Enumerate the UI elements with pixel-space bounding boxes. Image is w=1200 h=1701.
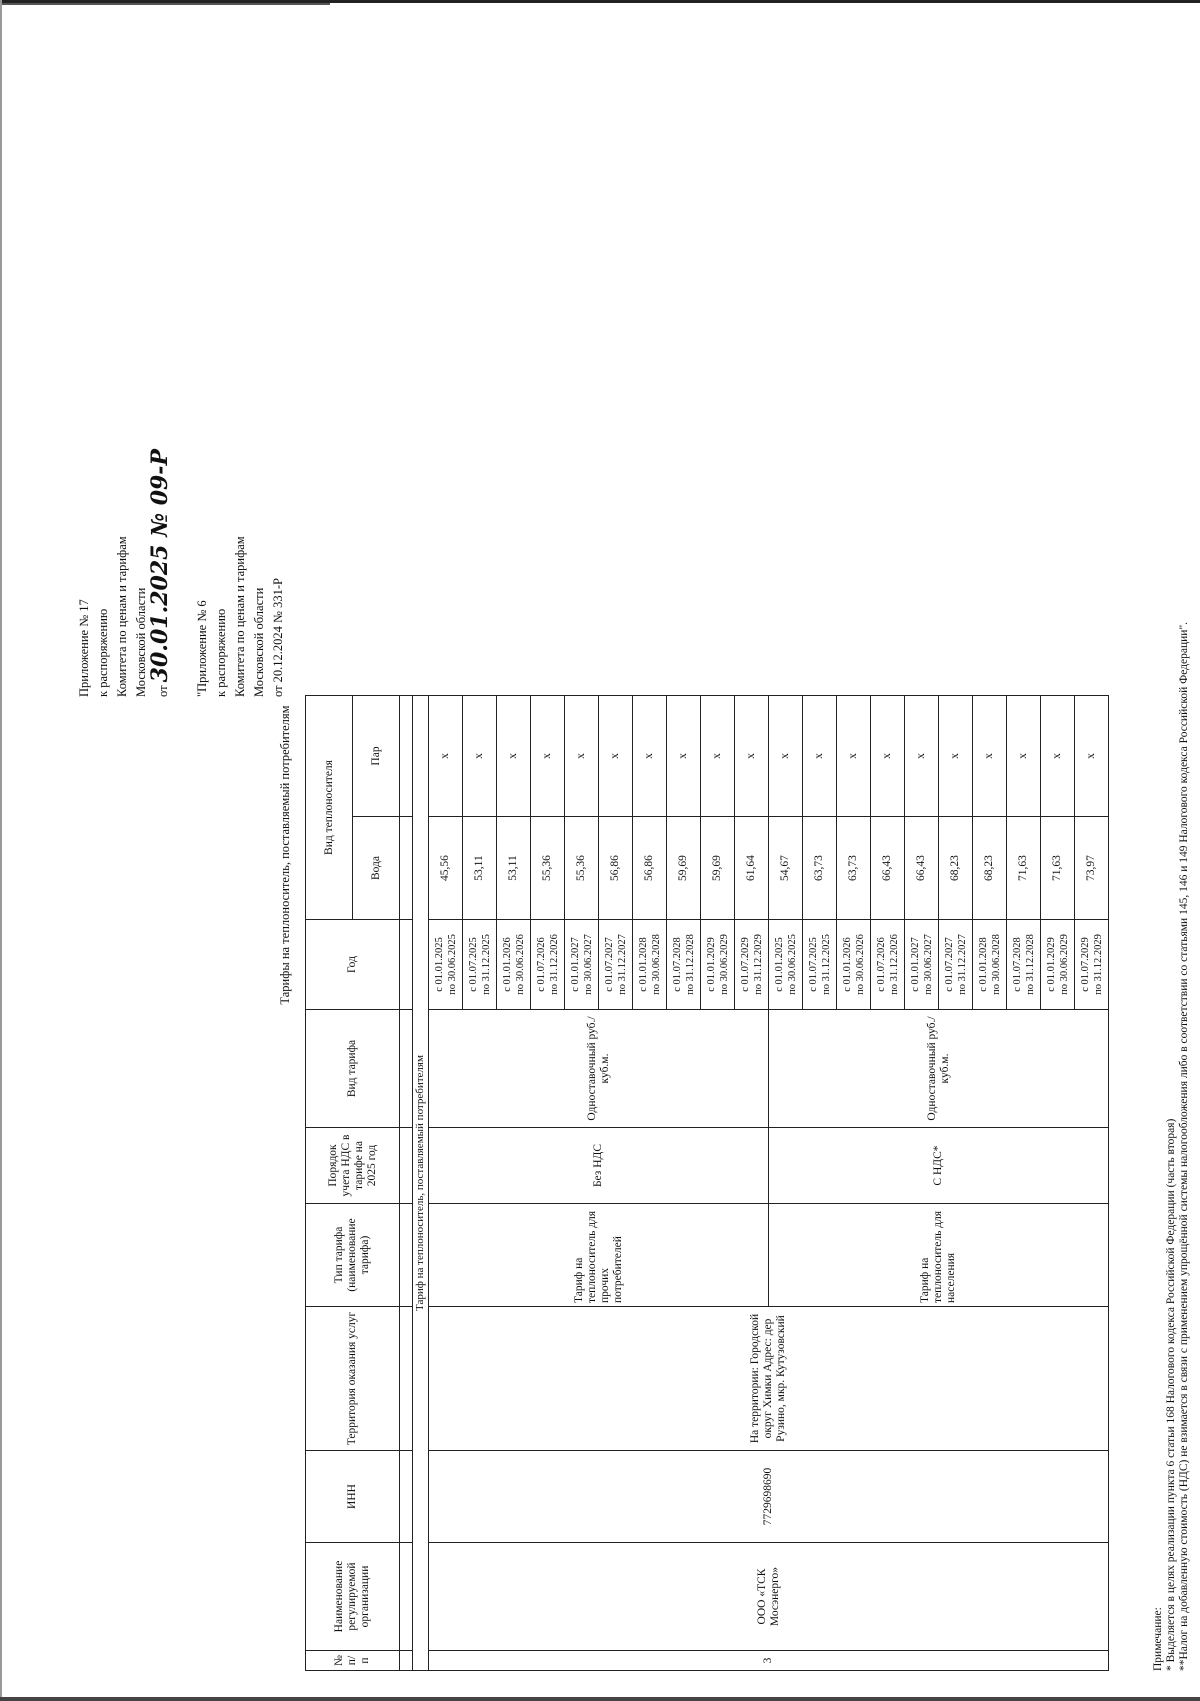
period-to: по 31.12.2029 — [1092, 934, 1104, 995]
quoted-to-order: к распоряжению — [214, 608, 228, 697]
scan-edge-top-mark — [0, 3, 330, 5]
period-cell — [735, 920, 769, 1010]
col-header-vat-order: Порядок учета НДС в тарифе на 2025 год — [306, 1128, 400, 1204]
period-to: по 31.12.2025 — [820, 934, 832, 995]
period-to: по 30.06.2025 — [446, 934, 458, 995]
tariff-type-cell: Тариф на теплоноситель для прочих потребителей — [429, 1204, 769, 1307]
period-from: с 01.01.2027 — [909, 937, 921, 992]
water-tariff-value: 56,86 — [633, 817, 667, 920]
period-cell — [667, 920, 701, 1010]
col-header-year: Год — [306, 920, 400, 1010]
water-tariff-value: 66,43 — [905, 817, 939, 920]
water-tariff-value: 63,73 — [837, 817, 871, 920]
committee-line: Комитета по ценам и тарифам — [115, 536, 129, 697]
tariff-table — [305, 695, 1109, 1671]
period-cell — [803, 920, 837, 1010]
period-cell — [1041, 920, 1075, 1010]
period-from: с 01.01.2025 — [773, 937, 785, 992]
period-from: с 01.01.2026 — [841, 937, 853, 992]
period-to: по 30.06.2025 — [786, 934, 798, 995]
period-cell — [837, 920, 871, 1010]
col-index — [400, 1010, 413, 1128]
period-to: по 31.12.2026 — [888, 934, 900, 995]
period-from: с 01.07.2027 — [603, 937, 615, 992]
quoted-appendix-number: "Приложение № 6 — [195, 600, 209, 697]
col-index — [400, 817, 413, 920]
period-cell — [497, 920, 531, 1010]
steam-tariff-value: x — [429, 696, 463, 817]
tariff-kind-cell: Одноставочный руб./куб.м. — [769, 1010, 1109, 1128]
period-to: по 30.06.2028 — [650, 934, 662, 995]
period-cell — [429, 920, 463, 1010]
period-from: с 01.07.2029 — [739, 937, 751, 992]
period-from: с 01.01.2029 — [1045, 937, 1057, 992]
col-header-tariff-kind: Вид тарифа — [306, 1010, 400, 1128]
steam-tariff-value: x — [735, 696, 769, 817]
water-tariff-value: 61,64 — [735, 817, 769, 920]
period-to: по 30.06.2026 — [854, 934, 866, 995]
note-1: * Выделяется в целях реализации пункта 6 статьи 168 Налогового кодекса Российской Федерации (часть вторая) — [1165, 1118, 1177, 1671]
period-from: с 01.07.2025 — [807, 937, 819, 992]
note-2: **Налог на добавленную стоимость (НДС) не взимается в связи с применением упрощённой системы налогообложения либо в соответствии со статьями 145, 146 и 149 Налогового кодекса Российской Федерации". — [1178, 621, 1190, 1671]
steam-tariff-value: x — [939, 696, 973, 817]
water-tariff-value: 73,97 — [1075, 817, 1109, 920]
col-index — [400, 1543, 413, 1651]
row-number-cell: 3 — [429, 1651, 1109, 1671]
col-header-water: Вода — [353, 817, 400, 920]
period-to: по 31.12.2028 — [1024, 934, 1036, 995]
steam-tariff-value: x — [871, 696, 905, 817]
period-to: по 30.06.2026 — [514, 934, 526, 995]
region-line: Московской области — [134, 587, 148, 697]
period-cell — [701, 920, 735, 1010]
water-tariff-value: 53,11 — [497, 817, 531, 920]
period-cell — [939, 920, 973, 1010]
period-from: с 01.07.2027 — [943, 937, 955, 992]
water-tariff-value: 45,56 — [429, 817, 463, 920]
water-tariff-value: 59,69 — [667, 817, 701, 920]
water-tariff-value: 59,69 — [701, 817, 735, 920]
col-header-tariff-type: Тип тарифа (наименование тарифа) — [306, 1204, 400, 1307]
steam-tariff-value: x — [531, 696, 565, 817]
period-to: по 30.06.2027 — [582, 934, 594, 995]
period-cell — [531, 920, 565, 1010]
water-tariff-value: 55,36 — [531, 817, 565, 920]
period-to: по 31.12.2028 — [684, 934, 696, 995]
steam-tariff-value: x — [905, 696, 939, 817]
col-index — [400, 1451, 413, 1543]
steam-tariff-value: x — [497, 696, 531, 817]
period-cell — [633, 920, 667, 1010]
appendix-header-block — [75, 449, 288, 697]
period-cell — [905, 920, 939, 1010]
period-from: с 01.01.2027 — [569, 937, 581, 992]
period-from: с 01.01.2028 — [637, 937, 649, 992]
col-header-num: № п/ п — [306, 1651, 400, 1671]
period-from: с 01.01.2026 — [501, 937, 513, 992]
steam-tariff-value: x — [1007, 696, 1041, 817]
steam-tariff-value: x — [565, 696, 599, 817]
period-to: по 30.06.2029 — [1058, 934, 1070, 995]
territory-cell: На территории: Городской округ Химки Адрес: дер Рузино, мкр. Кутузовский — [429, 1307, 1109, 1451]
quoted-order-date: от 20.12.2024 № 331-Р — [271, 578, 285, 697]
steam-tariff-value: x — [667, 696, 701, 817]
date-prefix: от — [156, 685, 170, 697]
appendix-number: Приложение № 17 — [77, 599, 91, 697]
quoted-region: Московской области — [252, 587, 266, 697]
water-tariff-value: 53,11 — [463, 817, 497, 920]
quoted-committee: Комитета по ценам и тарифам — [233, 536, 247, 697]
col-header-inn: ИНН — [306, 1451, 400, 1543]
org-name-cell: ООО «ТСК Мосэнерго» — [429, 1543, 1109, 1651]
col-index — [400, 696, 413, 817]
notes-heading: Примечание: — [1152, 1607, 1164, 1671]
document-title: Тарифы на теплоноситель, поставляемый потребителям — [278, 705, 292, 1005]
inn-cell: 7729698690 — [429, 1451, 1109, 1543]
section-title-row: Тариф на теплоноситель, поставляемый потребителям — [413, 696, 429, 1671]
steam-tariff-value: x — [463, 696, 497, 817]
period-cell — [973, 920, 1007, 1010]
col-header-territory: Территория оказания услуг — [306, 1307, 400, 1451]
period-to: по 31.12.2026 — [548, 934, 560, 995]
vat-order-cell: Без НДС — [429, 1128, 769, 1204]
steam-tariff-value: x — [701, 696, 735, 817]
steam-tariff-value: x — [633, 696, 667, 817]
period-to: по 30.06.2028 — [990, 934, 1002, 995]
water-tariff-value: 71,63 — [1007, 817, 1041, 920]
rotated-document-page — [20, 25, 1190, 1685]
steam-tariff-value: x — [1041, 696, 1075, 817]
steam-tariff-value: x — [1075, 696, 1109, 817]
water-tariff-value: 68,23 — [939, 817, 973, 920]
period-cell — [463, 920, 497, 1010]
period-from: с 01.07.2029 — [1079, 937, 1091, 992]
period-to: по 31.12.2027 — [616, 934, 628, 995]
col-index — [400, 1307, 413, 1451]
col-index — [400, 1651, 413, 1671]
vat-order-cell: С НДС* — [769, 1128, 1109, 1204]
water-tariff-value: 54,67 — [769, 817, 803, 920]
steam-tariff-value: x — [973, 696, 1007, 817]
period-from: с 01.01.2025 — [433, 937, 445, 992]
col-index — [400, 920, 413, 1010]
to-order-line: к распоряжению — [96, 608, 110, 697]
handwritten-date-signature: 30.01.2025 № 09-Р — [147, 449, 173, 683]
period-cell — [871, 920, 905, 1010]
period-cell — [1075, 920, 1109, 1010]
period-from: с 01.01.2029 — [705, 937, 717, 992]
period-cell — [565, 920, 599, 1010]
water-tariff-value: 66,43 — [871, 817, 905, 920]
table-row — [429, 696, 463, 1671]
period-from: с 01.07.2028 — [1011, 937, 1023, 992]
period-from: с 01.07.2025 — [467, 937, 479, 992]
col-index — [400, 1128, 413, 1204]
period-cell — [769, 920, 803, 1010]
col-header-carrier: Вид теплоносителя — [306, 696, 353, 920]
steam-tariff-value: x — [803, 696, 837, 817]
steam-tariff-value: x — [837, 696, 871, 817]
col-header-org: Наименование регулируемой организации — [306, 1543, 400, 1651]
period-from: с 01.01.2028 — [977, 937, 989, 992]
water-tariff-value: 63,73 — [803, 817, 837, 920]
period-to: по 30.06.2029 — [718, 934, 730, 995]
period-to: по 31.12.2027 — [956, 934, 968, 995]
period-from: с 01.07.2028 — [671, 937, 683, 992]
water-tariff-value: 56,86 — [599, 817, 633, 920]
water-tariff-value: 55,36 — [565, 817, 599, 920]
period-cell — [599, 920, 633, 1010]
order-date-line — [147, 449, 173, 697]
water-tariff-value: 71,63 — [1041, 817, 1075, 920]
scan-edge-bottom — [0, 1697, 1200, 1701]
tariff-type-cell: Тариф на теплоноситель для населения — [769, 1204, 1109, 1307]
notes-block — [1152, 31, 1191, 1671]
period-to: по 31.12.2025 — [480, 934, 492, 995]
period-from: с 01.07.2026 — [875, 937, 887, 992]
scan-edge-left — [0, 0, 2, 1701]
period-from: с 01.07.2026 — [535, 937, 547, 992]
col-index — [400, 1204, 413, 1307]
tariff-kind-cell: Одноставочный руб./куб.м. — [429, 1010, 769, 1128]
period-to: по 31.12.2029 — [752, 934, 764, 995]
col-header-steam: Пар — [353, 696, 400, 817]
period-to: по 30.06.2027 — [922, 934, 934, 995]
water-tariff-value: 68,23 — [973, 817, 1007, 920]
steam-tariff-value: x — [599, 696, 633, 817]
steam-tariff-value: x — [769, 696, 803, 817]
period-cell — [1007, 920, 1041, 1010]
